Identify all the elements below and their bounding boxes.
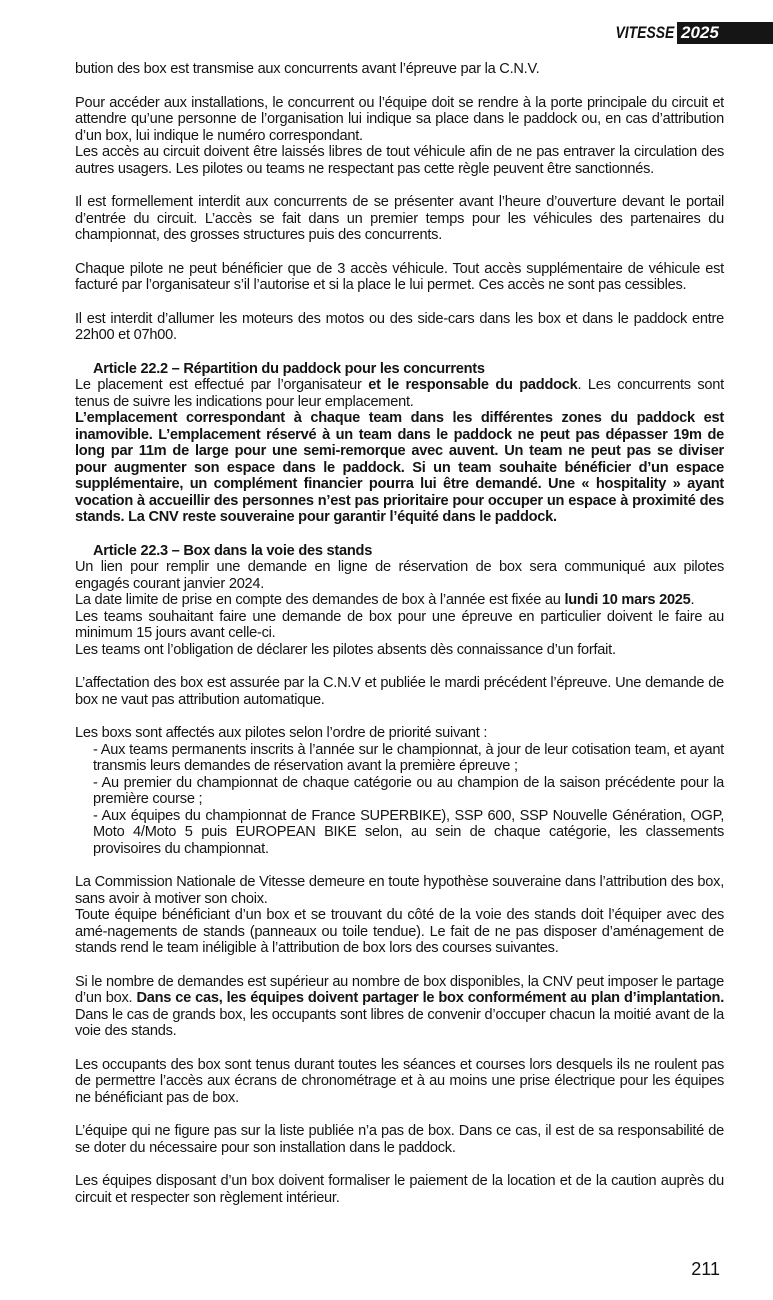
paragraph: Les accès au circuit doivent être laissés libres de tout véhicule afin de ne pas entraver la circulation des autres usagers. Les pilotes ou teams ne respectant pas cette règle peuvent être sanctionnés. [75,144,724,177]
list-item: - Aux teams permanents inscrits à l’année sur le championnat, à jour de leur cotisation team, et ayant transmis leurs demandes de réservation avant la première épreuve ; [93,741,724,774]
list-item: - Aux équipes du championnat de France SUPERBIKE), SSP 600, SSP Nouvelle Génération, OGP, Moto 4/Moto 5 puis EUROPEAN BIKE selon, au sein de chaque catégorie, les classements provisoires du championnat. [93,807,724,857]
paragraph: bution des box est transmise aux concurrents avant l’épreuve par la C.N.V. [75,61,540,77]
header-year-badge: 2025 [677,22,773,44]
article-heading: Article 22.3 – Box dans la voie des stands [93,542,373,559]
paragraph: Il est formellement interdit aux concurrents de se présenter avant l’heure d’ouverture devant le portail d’entrée du circuit. L’accès se fait dans un premier temps pour les véhicules des partenaires du championnat, des grosses structures puis des concurrents. [75,194,724,243]
paragraph: Les teams ont l’obligation de déclarer les pilotes absents dès connaissance d’un forfait. [75,641,616,658]
paragraph: Le placement est effectué par l’organisateur et le responsable du paddock. Les concurrents sont tenus de suivre les indications pour leur emplacement. [75,377,724,410]
header-title: VITESSE [615,23,675,42]
paragraph: L’affectation des box est assurée par la C.N.V et publiée le mardi précédent l’épreuve. Une demande de box ne vaut pas attribution automatique. [75,675,724,708]
paragraph: La date limite de prise en compte des demandes de box à l’année est fixée au lundi 10 mars 2025. [75,592,695,608]
list-item: - Au premier du championnat de chaque catégorie ou au champion de la saison précédente pour la première course ; [93,774,724,807]
page-body [75,61,724,1206]
running-header [602,22,773,44]
page-number: 211 [691,1259,720,1279]
article-heading: Article 22.2 – Répartition du paddock pour les concurrents [93,360,485,377]
paragraph: Un lien pour remplir une demande en ligne de réservation de box sera communiqué aux pilotes engagés courant janvier 2024. [75,559,724,592]
paragraph: Il est interdit d’allumer les moteurs des motos ou des side-cars dans les box et dans le paddock entre 22h00 et 07h00. [75,310,724,343]
paragraph: Les teams souhaitant faire une demande de box pour une épreuve en particulier doivent le faire au minimum 15 jours avant celle-ci. [75,608,724,641]
paragraph: Pour accéder aux installations, le concurrent ou l’équipe doit se rendre à la porte principale du circuit et attendre qu’une personne de l’organisation lui indique sa place dans le paddock ou, en cas d’attribution d’un box, lui indique le numéro correspondant. [75,94,724,144]
paragraph: Toute équipe bénéficiant d’un box et se trouvant du côté de la voie des stands doit l’équiper avec des amé-nagements de stands (panneaux ou toile tendue). Le fait de ne pas disposer d’aménagement de stands rend le team inéligible à l’attribution de box lors des courses suivantes. [75,907,724,956]
paragraph: Les occupants des box sont tenus durant toutes les séances et courses lors desquels ils ne roulent pas de permettre l’accès aux écrans de chronométrage et à au moins une prise électrique pour les équipes ne bénéficiant pas de box. [75,1056,724,1106]
bold-paragraph: L’emplacement correspondant à chaque team dans les différentes zones du paddock est inamovible. L’emplacement réservé à un team dans le paddock ne peut pas dépasser 19m de long par 11m de large pour une semi-remorque avec auvent. Un team ne peut pas se diviser pour augmenter son espace dans le paddock. Si un team souhaite bénéficier d’un espace supplémentaire, un complément financier pourra lui être demandé. Une « hospitality » ayant vocation à accueillir des personnes n’est pas prioritaire pour occuper un espace à proximité des stands. La CNV reste souveraine pour garantir l’équité dans le paddock. [75,410,724,525]
paragraph: Les boxs sont affectés aux pilotes selon l’ordre de priorité suivant : [75,725,488,741]
paragraph: L’équipe qui ne figure pas sur la liste publiée n’a pas de box. Dans ce cas, il est de sa responsabilité de se doter du nécessaire pour son installation dans le paddock. [75,1123,724,1156]
paragraph: Chaque pilote ne peut bénéficier que de 3 accès véhicule. Tout accès supplémentaire de véhicule est facturé par l’organisateur s’il l’autorise et si la place le lui permet. Ces accès ne sont pas cessibles. [75,260,724,293]
paragraph: Si le nombre de demandes est supérieur au nombre de box disponibles, la CNV peut imposer le partage d’un box. Dans ce cas, les équipes doivent partager le box conformément au plan d’implantation. Dans le cas de grands box, les occupants sont libres de convenir d’occuper chacun la moitié avant de la voie des stands. [75,973,724,1039]
paragraph: Les équipes disposant d’un box doivent formaliser le paiement de la location et de la caution auprès du circuit et respecter son règlement intérieur. [75,1173,724,1206]
paragraph: La Commission Nationale de Vitesse demeure en toute hypothèse souveraine dans l’attribution des box, sans avoir à motiver son choix. [75,874,724,907]
